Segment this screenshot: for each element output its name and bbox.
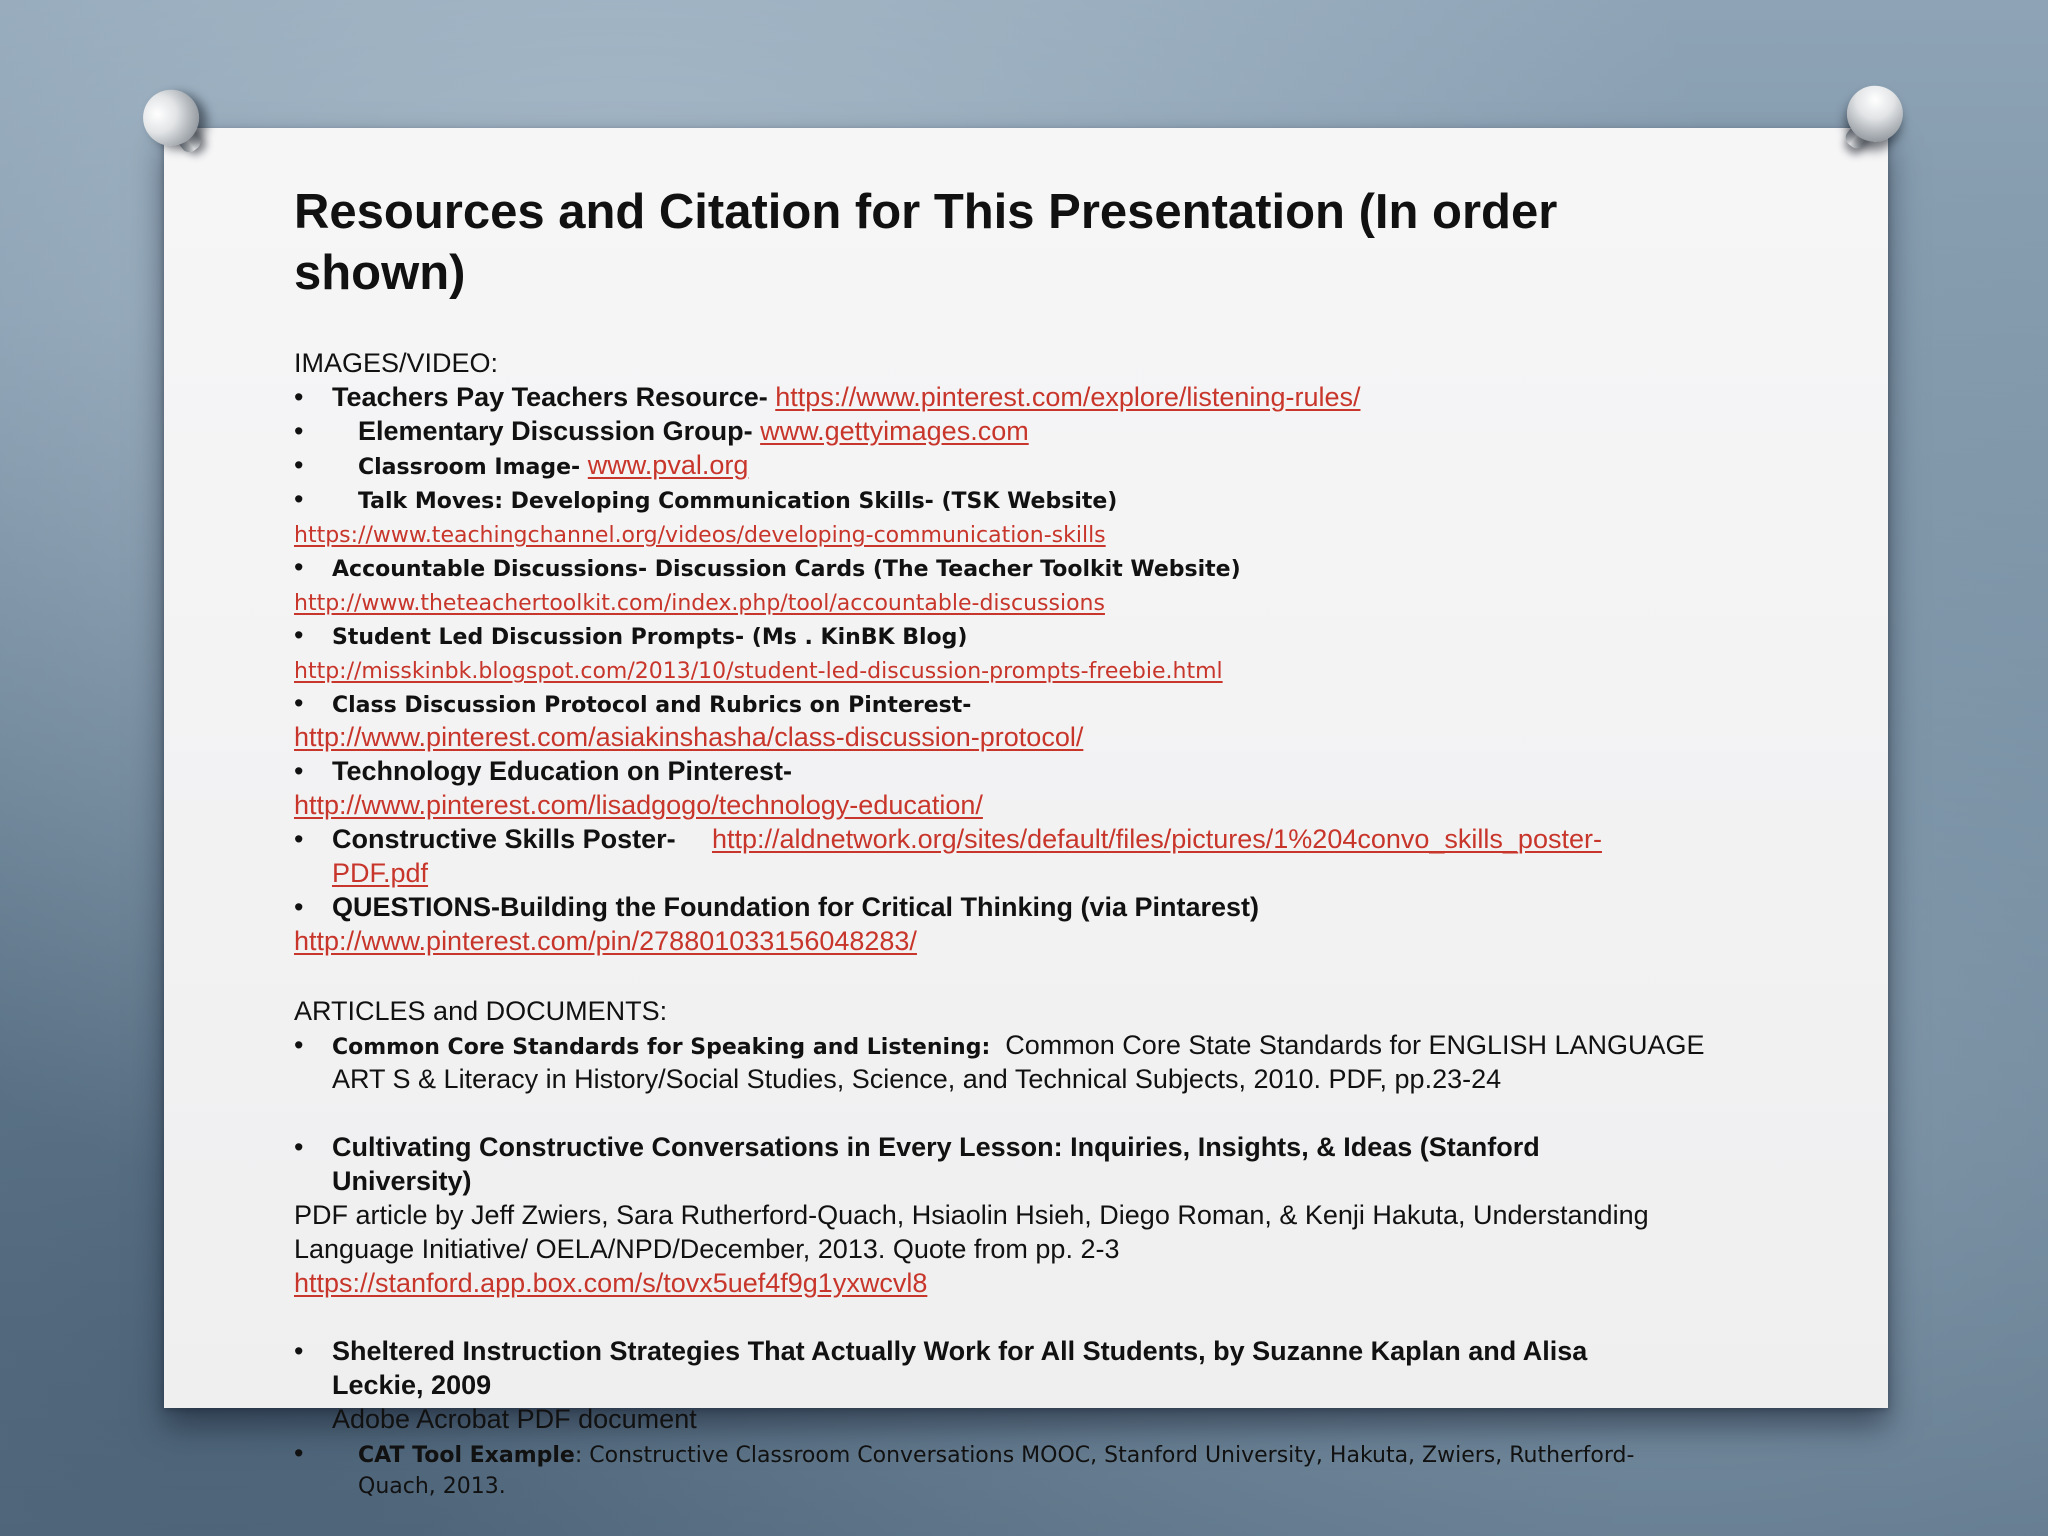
list-item [294, 1334, 1587, 1368]
resource-label: Classroom Image- [358, 455, 588, 480]
article-text: Quach, 2013. [358, 1474, 506, 1499]
list-item [294, 754, 792, 788]
resource-link[interactable]: www.gettyimages.com [760, 416, 1029, 446]
article-label: CAT Tool Example [358, 1443, 575, 1468]
bullet: • [294, 484, 304, 514]
resource-link[interactable]: https://www.pinterest.com/explore/listening-rules/ [775, 382, 1361, 412]
list-item [294, 1130, 1540, 1164]
bullet: • [294, 824, 304, 854]
article-label: Common Core Standards for Speaking and Listening: [332, 1035, 991, 1060]
article-text: PDF article by Jeff Zwiers, Sara Rutherford-Quach, Hsiaolin Hsieh, Diego Roman, & Kenji Hakuta, Understanding [294, 1200, 1649, 1230]
list-item [294, 380, 1360, 414]
list-item [294, 414, 1029, 448]
bullet: • [294, 892, 304, 922]
resource-label: Accountable Discussions- Discussion Cards (The Teacher Toolkit Website) [332, 557, 1241, 582]
resource-link-line [294, 652, 1223, 689]
resource-link-line [332, 856, 428, 890]
resource-link[interactable]: www.pval.org [587, 450, 749, 480]
resource-label: QUESTIONS-Building the Foundation for Critical Thinking (via Pintarest) [332, 892, 1260, 922]
resource-label: Elementary Discussion Group- [358, 416, 761, 446]
resource-link[interactable]: http://www.theteachertoolkit.com/index.php/tool/accountable-discussions [294, 591, 1105, 616]
resource-link[interactable]: http://aldnetwork.org/sites/default/files/pictures/1%204convo_skills_poster- [712, 824, 1602, 854]
list-item [294, 1436, 1634, 1473]
article-label: Sheltered Instruction Strategies That Actually Work for All Students, by Suzanne Kaplan and Alisa [332, 1336, 1588, 1366]
list-item [294, 890, 1259, 924]
resource-link[interactable]: http://www.pinterest.com/asiakinshasha/class-discussion-protocol/ [294, 722, 1084, 752]
bullet: • [294, 688, 304, 718]
resource-label: Class Discussion Protocol and Rubrics on Pinterest- [332, 693, 972, 718]
bullet: • [294, 416, 304, 446]
resource-label: Constructive Skills Poster- [332, 824, 676, 854]
list-item [294, 550, 1241, 587]
list-item [294, 482, 1117, 519]
resource-link[interactable]: http://misskinbk.blogspot.com/2013/10/student-led-discussion-prompts-freebie.html [294, 659, 1223, 684]
article-label: Cultivating Constructive Conversations in Every Lesson: Inquiries, Insights, & Ideas (Stanford [332, 1132, 1540, 1162]
article-label: University) [332, 1166, 472, 1196]
articles-heading: ARTICLES and DOCUMENTS: [294, 996, 668, 1026]
bullet: • [294, 382, 304, 412]
article-text: : Constructive Classroom Conversations MOOC, Stanford University, Hakuta, Zwiers, Rutherford- [574, 1443, 1635, 1468]
list-item [294, 686, 971, 723]
bullet: • [294, 1438, 304, 1468]
resource-link[interactable]: http://www.pinterest.com/lisadgogo/technology-education/ [294, 790, 983, 820]
resource-link[interactable]: https://stanford.app.box.com/s/tovx5uef4f9g1yxwcvl8 [294, 1268, 928, 1298]
list-item [294, 618, 967, 655]
resource-link[interactable]: PDF.pdf [332, 858, 429, 888]
resource-label: Talk Moves: Developing Communication Skills- (TSK Website) [358, 489, 1118, 514]
bullet: • [294, 1336, 304, 1366]
resource-link-line [294, 720, 1083, 754]
bullet: • [294, 450, 304, 480]
bullet: • [294, 1132, 304, 1162]
list-item [294, 448, 748, 485]
resource-link[interactable]: https://www.teachingchannel.org/videos/developing-communication-skills [294, 523, 1106, 548]
resource-link-line [294, 1266, 927, 1300]
list-item [294, 1028, 1705, 1065]
resource-link-line [294, 788, 983, 822]
resource-label: Student Led Discussion Prompts- (Ms . KinBK Blog) [332, 625, 968, 650]
bullet: • [294, 552, 304, 582]
article-text: Adobe Acrobat PDF document [332, 1404, 697, 1434]
page-title: Resources and Citation for This Presentation (In order shown) [294, 185, 1558, 300]
resource-link-line [294, 924, 917, 958]
article-text: Common Core State Standards for ENGLISH LANGUAGE [1005, 1030, 1705, 1060]
article-text: Language Initiative/ OELA/NPD/December, 2013. Quote from pp. 2-3 [294, 1234, 1120, 1264]
bullet: • [294, 756, 304, 786]
article-label: Leckie, 2009 [332, 1370, 492, 1400]
resource-label: Technology Education on Pinterest- [332, 756, 793, 786]
resource-label: Teachers Pay Teachers Resource- [332, 382, 776, 412]
resource-link[interactable]: http://www.pinterest.com/pin/278801033156048283/ [294, 926, 917, 956]
bullet: • [294, 620, 304, 650]
bullet: • [294, 1030, 304, 1060]
images-heading: IMAGES/VIDEO: [294, 348, 499, 378]
list-item [294, 822, 1602, 856]
article-text: ART S & Literacy in History/Social Studies, Science, and Technical Subjects, 2010. PDF, pp.23-24 [332, 1064, 1502, 1094]
resource-link-line [294, 584, 1105, 621]
resource-link-line [294, 516, 1106, 553]
